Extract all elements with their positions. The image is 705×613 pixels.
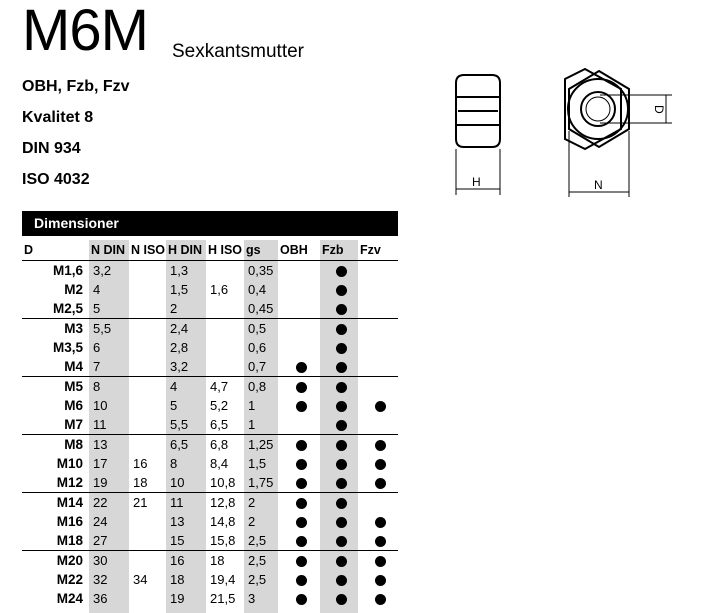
cell-n-din: 13 — [93, 437, 108, 452]
cell-gs: 0,4 — [248, 282, 267, 297]
cell-gs: 1 — [244, 415, 278, 435]
cell-h-iso: 15,8 — [206, 531, 244, 551]
cell-h-iso: 21,5 — [210, 591, 236, 606]
cell-n-din: 6 — [93, 340, 101, 355]
cell-n-din: 7 — [89, 357, 129, 377]
available-dot-icon — [336, 343, 347, 354]
table-row — [22, 551, 398, 571]
available-dot-icon — [375, 536, 386, 547]
available-dot-icon — [336, 324, 347, 335]
cell-d: M20 — [56, 553, 83, 568]
cell-obh — [278, 435, 320, 455]
cell-h-din: 1,5 — [170, 282, 189, 297]
available-dot-icon — [296, 594, 307, 605]
cell-h-iso: 8,4 — [210, 456, 229, 471]
cell-obh — [278, 531, 320, 551]
available-dot-icon — [336, 556, 347, 567]
cell-d: M22 — [56, 572, 83, 587]
available-dot-icon — [336, 575, 347, 586]
cell-obh — [278, 377, 320, 397]
cell-obh — [278, 319, 320, 339]
cell-obh — [278, 338, 320, 357]
cell-n-din: 8 — [93, 379, 101, 394]
cell-obh — [278, 415, 320, 435]
cell-fzb — [320, 357, 358, 377]
cell-h-iso: 18 — [210, 553, 225, 568]
page-subtitle: Sexkantsmutter — [172, 41, 304, 62]
available-dot-icon — [296, 536, 307, 547]
cell-gs: 0,8 — [248, 379, 267, 394]
cell-fzv — [358, 261, 398, 281]
available-dot-icon — [375, 575, 386, 586]
available-dot-icon — [336, 304, 347, 315]
cell-gs: 0,45 — [244, 299, 278, 319]
available-dot-icon — [336, 362, 347, 373]
cell-fzv — [358, 493, 398, 513]
table-row — [22, 319, 398, 339]
available-dot-icon — [336, 498, 347, 509]
cell-h-iso: 10,8 — [206, 473, 244, 493]
table-row — [22, 261, 398, 281]
cell-h-din: 3,2 — [166, 357, 206, 377]
column-header: Fzv — [358, 240, 398, 261]
cell-n-iso: 18 — [129, 473, 166, 493]
available-dot-icon — [336, 285, 347, 296]
cell-obh — [278, 512, 320, 531]
cell-h-din: 10 — [166, 473, 206, 493]
cell-fzb — [320, 512, 358, 531]
cell-h-iso — [206, 338, 244, 357]
column-header: OBH — [278, 240, 320, 261]
cell-obh — [278, 261, 320, 281]
cell-fzv — [358, 377, 398, 397]
cell-fzv — [358, 551, 398, 571]
cell-h-din: 1,3 — [170, 263, 189, 278]
cell-h-din: 2,8 — [170, 340, 189, 355]
cell-d: M4 — [22, 357, 89, 377]
cell-n-iso — [129, 319, 166, 339]
cell-d: M12 — [22, 473, 89, 493]
cell-obh — [278, 396, 320, 415]
cell-d: M3 — [64, 321, 83, 336]
cell-n-iso — [129, 551, 166, 571]
cell-gs: 2,5 — [244, 531, 278, 551]
cell-fzv — [358, 357, 398, 377]
cell-gs: 1,5 — [248, 456, 267, 471]
cell-obh — [278, 357, 320, 377]
cell-n-iso — [129, 338, 166, 357]
cell-d: M8 — [64, 437, 83, 452]
cell-obh — [278, 493, 320, 513]
column-header: H ISO — [206, 240, 244, 261]
cell-n-din: 17 — [93, 456, 108, 471]
cell-n-iso — [129, 396, 166, 415]
table-row — [22, 454, 398, 473]
available-dot-icon — [336, 459, 347, 470]
cell-n-din: 22 — [93, 495, 108, 510]
cell-fzv — [358, 299, 398, 319]
cell-obh — [278, 551, 320, 571]
available-dot-icon — [296, 556, 307, 567]
available-dot-icon — [375, 594, 386, 605]
cell-h-iso — [206, 299, 244, 319]
cell-fzb — [320, 377, 358, 397]
table-row — [22, 512, 398, 531]
cell-n-iso — [129, 377, 166, 397]
column-header: H DIN — [166, 240, 206, 261]
spec-line: Kvalitet 8 — [22, 109, 94, 126]
cell-n-din: 30 — [93, 553, 108, 568]
cell-gs: 2 — [248, 514, 256, 529]
cell-obh — [278, 473, 320, 493]
cell-d: M10 — [56, 456, 83, 471]
available-dot-icon — [296, 440, 307, 451]
available-dot-icon — [336, 266, 347, 277]
cell-fzv — [358, 531, 398, 551]
cell-n-din: 11 — [89, 415, 129, 435]
cell-h-din: 8 — [170, 456, 178, 471]
cell-d: M1,6 — [52, 263, 83, 278]
cell-gs: 0,35 — [248, 263, 274, 278]
spec-line: OBH, Fzb, Fzv — [22, 78, 130, 95]
column-header: Fzb — [320, 240, 358, 261]
nut-top-view — [565, 69, 629, 149]
cell-d: M6 — [64, 398, 83, 413]
cell-gs: 1,25 — [248, 437, 274, 452]
table-row — [22, 357, 398, 377]
cell-h-iso: 4,7 — [210, 379, 229, 394]
cell-fzb — [320, 570, 358, 589]
cell-h-din: 2,4 — [170, 321, 189, 336]
cell-h-din: 16 — [170, 553, 185, 568]
cell-fzv — [358, 512, 398, 531]
available-dot-icon — [296, 498, 307, 509]
available-dot-icon — [336, 401, 347, 412]
label-d: D — [652, 105, 666, 114]
cell-n-din: 24 — [93, 514, 108, 529]
cell-n-din: 10 — [93, 398, 108, 413]
cell-fzv — [358, 570, 398, 589]
table-row — [22, 338, 398, 357]
cell-h-din: 5 — [170, 398, 178, 413]
cell-fzb — [320, 473, 358, 493]
cell-n-din: 4 — [93, 282, 101, 297]
cell-fzv — [358, 280, 398, 299]
cell-n-iso — [129, 357, 166, 377]
label-n: N — [594, 178, 603, 192]
cell-n-iso — [129, 280, 166, 299]
cell-gs: 0,5 — [248, 321, 267, 336]
cell-n-iso — [129, 299, 166, 319]
cell-n-din: 36 — [93, 591, 108, 606]
cell-h-iso — [206, 357, 244, 377]
table-row — [22, 570, 398, 589]
table-header-row — [22, 240, 398, 261]
available-dot-icon — [375, 459, 386, 470]
cell-h-din: 18 — [170, 572, 185, 587]
cell-h-din: 13 — [170, 514, 185, 529]
table-row — [22, 493, 398, 513]
cell-obh — [278, 454, 320, 473]
cell-h-din: 4 — [170, 379, 178, 394]
table-row — [22, 299, 398, 319]
cell-fzv — [358, 319, 398, 339]
available-dot-icon — [336, 382, 347, 393]
available-dot-icon — [296, 459, 307, 470]
cell-fzv — [358, 396, 398, 415]
cell-fzb — [320, 435, 358, 455]
cell-fzb — [320, 396, 358, 415]
available-dot-icon — [336, 536, 347, 547]
label-h: H — [472, 175, 481, 189]
cell-obh — [278, 589, 320, 608]
cell-fzb — [320, 319, 358, 339]
cell-n-din: 3,2 — [93, 263, 112, 278]
hex-nut-diagram — [440, 65, 680, 205]
cell-gs: 2,5 — [248, 553, 267, 568]
cell-d: M2,5 — [22, 299, 89, 319]
cell-h-din: 19 — [170, 591, 185, 606]
available-dot-icon — [375, 556, 386, 567]
cell-fzv — [358, 415, 398, 435]
cell-h-iso: 6,8 — [210, 437, 229, 452]
page-title: M6M — [22, 0, 148, 63]
table-row — [22, 280, 398, 299]
cell-n-iso: 16 — [133, 456, 148, 471]
cell-d: M16 — [56, 514, 83, 529]
cell-d: M2 — [64, 282, 83, 297]
cell-fzv — [358, 473, 398, 493]
column-header: D — [22, 240, 89, 261]
cell-h-iso: 14,8 — [210, 514, 236, 529]
cell-h-iso: 19,4 — [210, 572, 236, 587]
cell-fzb — [320, 531, 358, 551]
cell-fzb — [320, 454, 358, 473]
cell-h-din: 11 — [170, 495, 184, 510]
cell-d: M18 — [22, 531, 89, 551]
available-dot-icon — [375, 401, 386, 412]
cell-d: M14 — [56, 495, 83, 510]
available-dot-icon — [336, 517, 347, 528]
cell-obh — [278, 299, 320, 319]
cell-n-iso — [129, 435, 166, 455]
dimensions-table — [22, 240, 398, 608]
cell-gs: 1 — [248, 398, 256, 413]
cell-n-din: 32 — [93, 572, 108, 587]
cell-n-din: 5,5 — [93, 321, 112, 336]
cell-h-iso: 1,6 — [210, 282, 229, 297]
cell-h-iso — [206, 319, 244, 339]
cell-h-din: 2 — [166, 299, 206, 319]
cell-h-din: 6,5 — [170, 437, 189, 452]
column-header: N DIN — [89, 240, 129, 261]
cell-fzv — [358, 338, 398, 357]
available-dot-icon — [296, 401, 307, 412]
cell-n-iso — [129, 589, 166, 608]
table-row — [22, 531, 398, 551]
available-dot-icon — [296, 478, 307, 489]
available-dot-icon — [296, 382, 307, 393]
table-row — [22, 415, 398, 435]
table-row — [22, 396, 398, 415]
table-row — [22, 377, 398, 397]
cell-h-iso: 12,8 — [210, 495, 236, 510]
available-dot-icon — [375, 478, 386, 489]
cell-n-iso — [129, 415, 166, 435]
cell-gs: 2 — [248, 495, 256, 510]
cell-d: M24 — [56, 591, 83, 606]
section-header — [22, 211, 398, 236]
cell-fzb — [320, 551, 358, 571]
available-dot-icon — [296, 575, 307, 586]
cell-gs: 3 — [248, 591, 256, 606]
cell-fzb — [320, 415, 358, 435]
cell-gs: 0,7 — [244, 357, 278, 377]
cell-fzv — [358, 435, 398, 455]
cell-h-iso — [206, 261, 244, 281]
cell-h-iso: 6,5 — [206, 415, 244, 435]
table-row — [22, 589, 398, 608]
cell-fzv — [358, 454, 398, 473]
cell-fzb — [320, 261, 358, 281]
section-title: Dimensioner — [34, 215, 119, 231]
cell-h-din: 15 — [166, 531, 206, 551]
cell-n-din: 27 — [89, 531, 129, 551]
cell-obh — [278, 280, 320, 299]
cell-fzb — [320, 299, 358, 319]
cell-n-iso — [129, 512, 166, 531]
cell-fzb — [320, 338, 358, 357]
cell-d: M7 — [22, 415, 89, 435]
cell-h-din: 5,5 — [166, 415, 206, 435]
column-header: N ISO — [129, 240, 166, 261]
available-dot-icon — [336, 478, 347, 489]
available-dot-icon — [296, 362, 307, 373]
table-row — [22, 473, 398, 493]
table-row — [22, 435, 398, 455]
cell-gs: 2,5 — [248, 572, 267, 587]
cell-n-iso — [129, 261, 166, 281]
cell-fzv — [358, 589, 398, 608]
available-dot-icon — [375, 517, 386, 528]
spec-line: DIN 934 — [22, 140, 81, 157]
available-dot-icon — [336, 420, 347, 431]
cell-fzb — [320, 589, 358, 608]
nut-side-view — [456, 75, 500, 147]
column-header: gs — [244, 240, 278, 261]
cell-n-iso: 21 — [133, 495, 148, 510]
cell-n-iso — [129, 531, 166, 551]
cell-d: M5 — [64, 379, 83, 394]
cell-gs: 0,6 — [248, 340, 267, 355]
cell-fzb — [320, 493, 358, 513]
available-dot-icon — [296, 517, 307, 528]
cell-gs: 1,75 — [244, 473, 278, 493]
available-dot-icon — [375, 440, 386, 451]
cell-n-din: 5 — [89, 299, 129, 319]
cell-fzb — [320, 280, 358, 299]
cell-h-iso: 5,2 — [210, 398, 229, 413]
available-dot-icon — [336, 440, 347, 451]
available-dot-icon — [336, 594, 347, 605]
cell-n-iso: 34 — [133, 572, 148, 587]
cell-obh — [278, 570, 320, 589]
cell-n-din: 19 — [89, 473, 129, 493]
cell-d: M3,5 — [52, 340, 83, 355]
spec-line: ISO 4032 — [22, 171, 90, 188]
